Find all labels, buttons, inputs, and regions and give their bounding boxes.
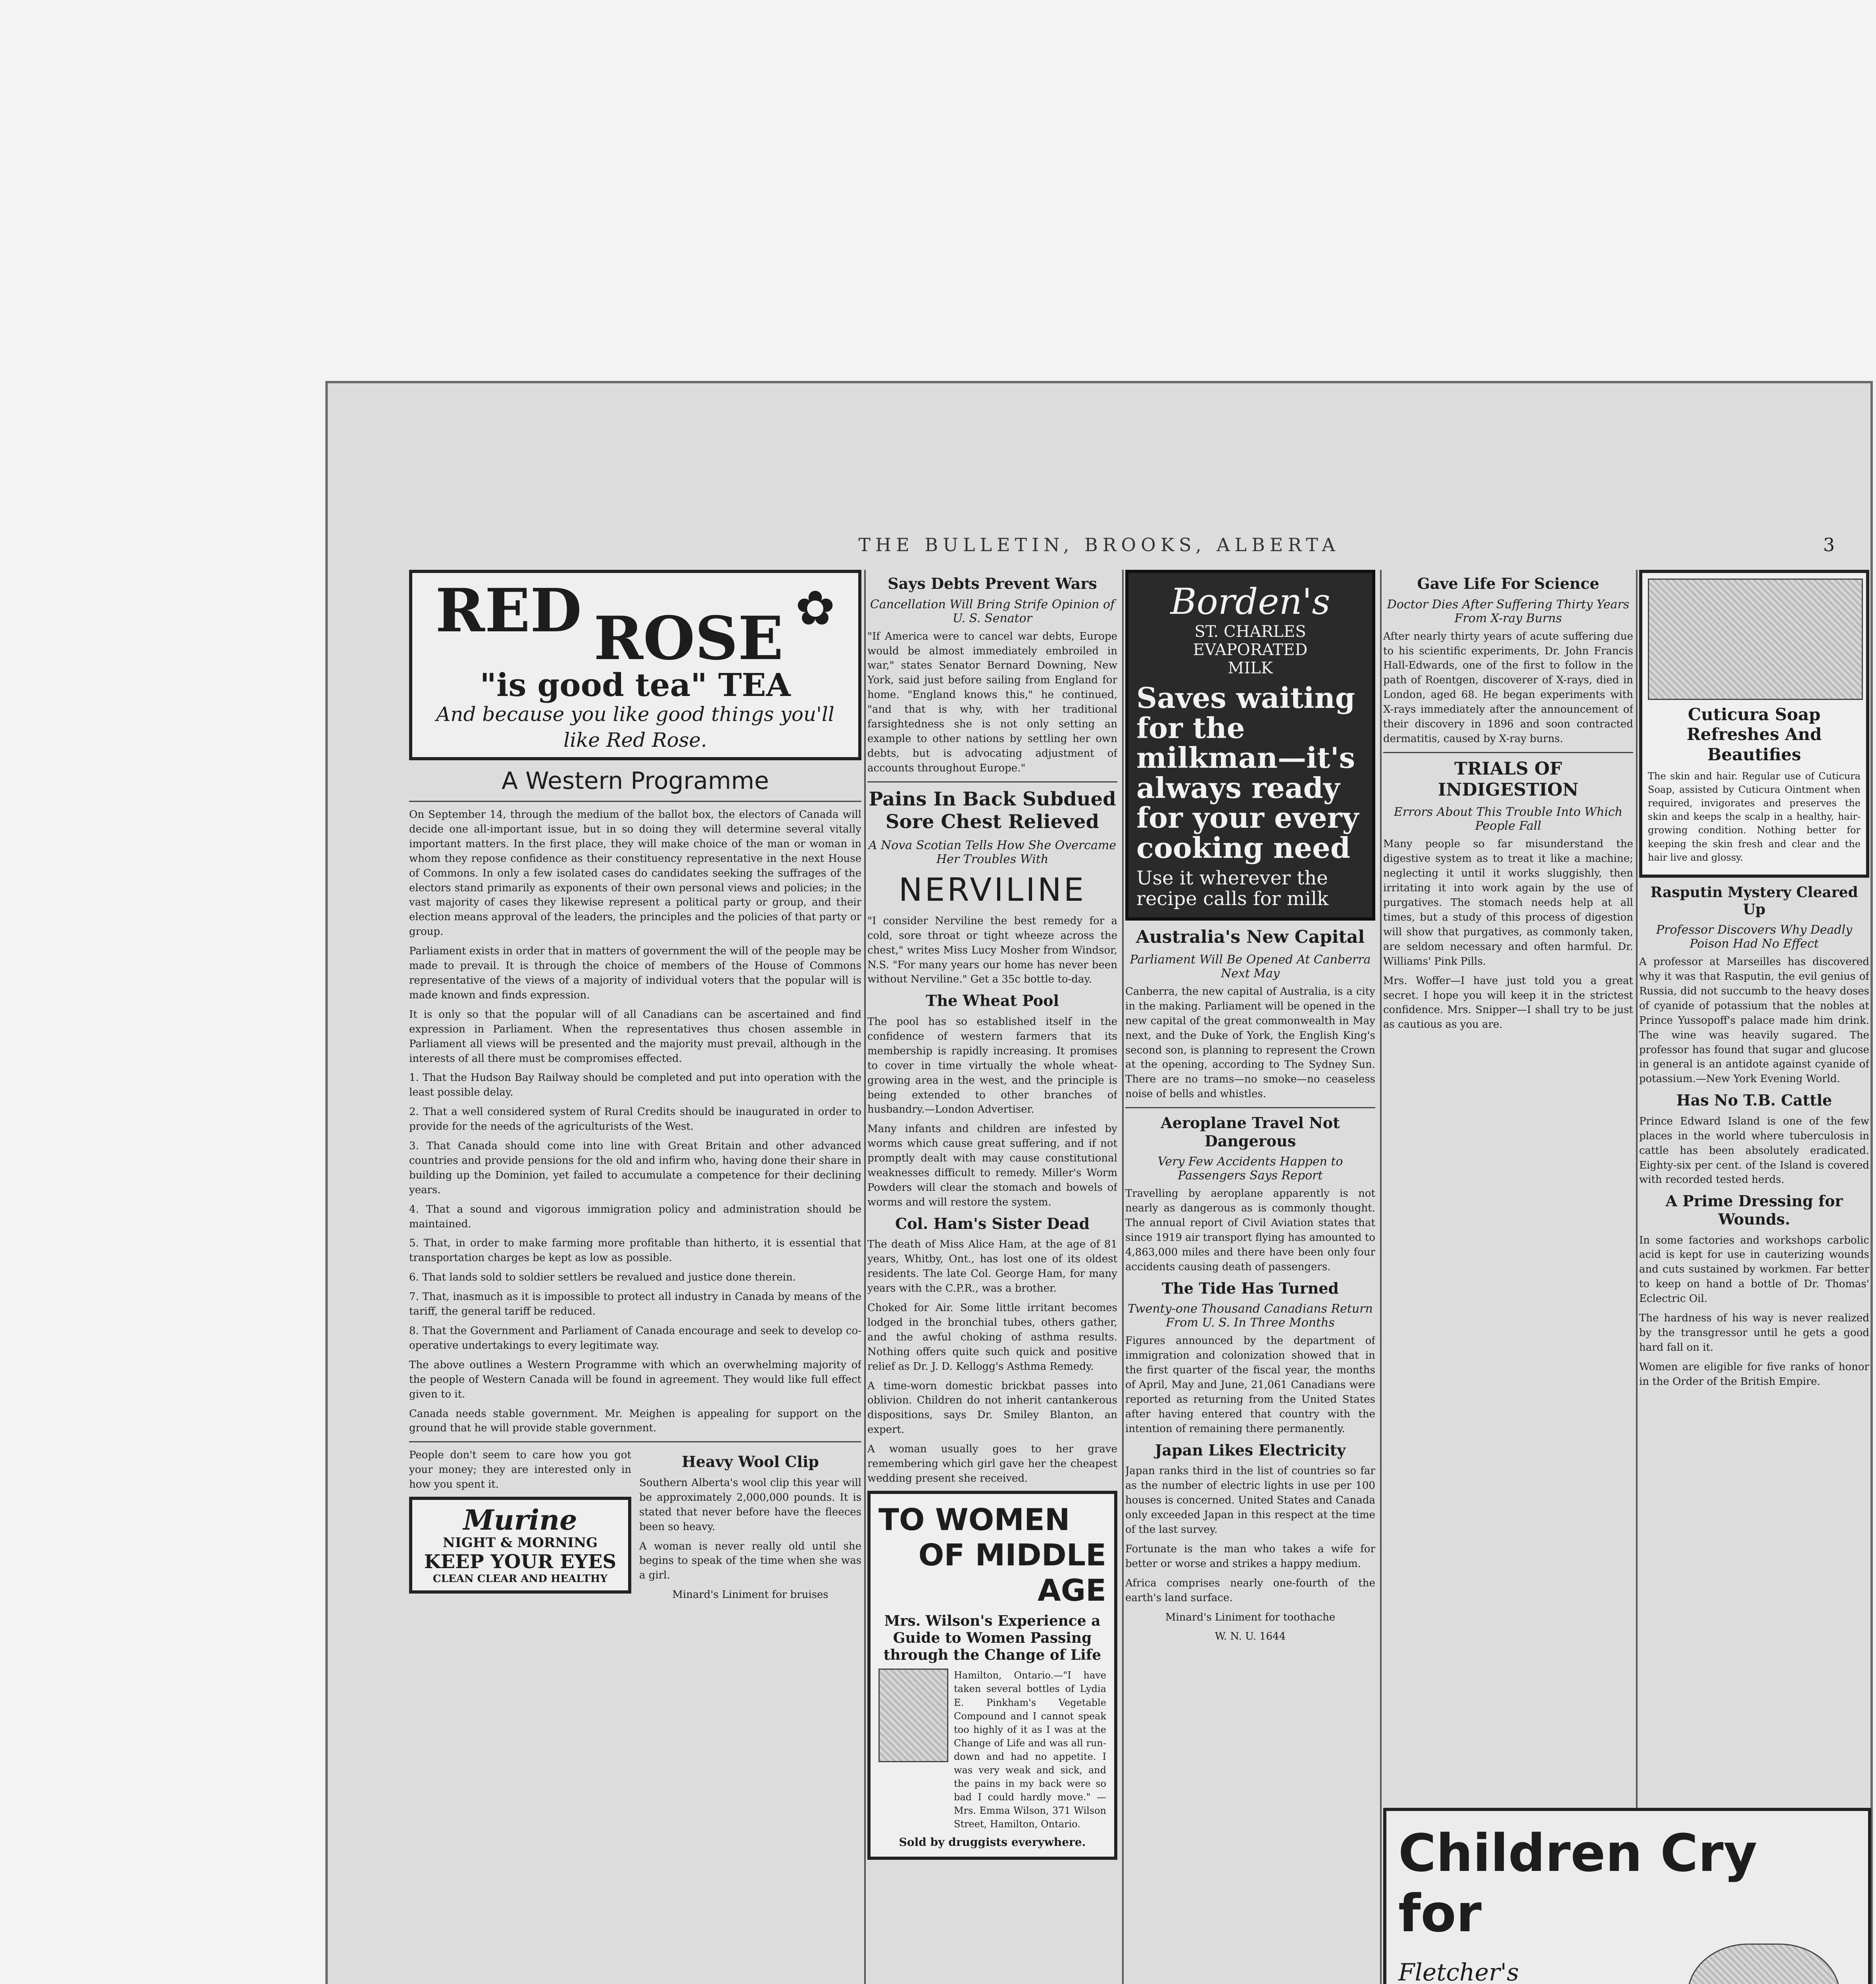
column-4 [1383, 570, 1633, 1984]
tb-head: Has No T.B. Cattle [1676, 1091, 1832, 1109]
divider [867, 781, 1117, 782]
women-body: Hamilton, Ontario.—"I have taken several bottles of Lydia E. Pinkham's Vegetable Compound and I cannot speak too highly of it as I was at the Change of Life and was all run-down and had no appetite. I was very weak and sick, and the pains in my back were so bad I could hardly move." —Mrs. Emma Wilson, 371 Wilson Street, Hamilton, Ontario. [954, 1670, 1106, 1830]
murine-ad [409, 1497, 631, 1594]
fortunate-note: Fortunate is the man who takes a wife for better or worse and strikes a happy medium. [1125, 1543, 1375, 1570]
redrose-line1: RED [435, 576, 582, 646]
wounds-body: In some factories and workshops carbolic acid is kept for use in cauterizing wounds and cuts sustained by workmen. Far better to keep on hand a bottle of Dr. Thomas' Eclectric Oil. [1639, 1234, 1869, 1305]
japan-body: Japan ranks third in the list of countries so far as the number of electric lights in use per 100 houses is concerned. United States and Canada only exceeded Japan in this respect at the time of the last survey. [1125, 1465, 1375, 1536]
tide-head: The Tide Has Turned [1162, 1279, 1339, 1297]
portrait-photo [878, 1669, 948, 1762]
castoria-ad [1383, 1808, 1871, 1984]
paragraph: Parliament exists in order that in matters of government the will of the people may be made to prevail. It is through the choice of members of the House of Commons representative of the views of a majority of individual voters that the popular will is made known and finds expression. [409, 945, 861, 1001]
red-rose-tea-ad [409, 570, 861, 760]
women-head: Mrs. Wilson's Experience a Guide to Women Passing through the Change of Life [883, 1612, 1101, 1664]
debts-head: Says Debts Prevent Wars [888, 575, 1097, 592]
newspaper-page [325, 381, 1873, 1984]
minards-note: Minard's Liniment for bruises [672, 1589, 828, 1601]
bordens-line3: MILK [1228, 659, 1273, 677]
tide-sub: Twenty-one Thousand Canadians Return From U. S. In Three Months [1128, 1302, 1373, 1330]
debts-sub: Cancellation Will Bring Strife Opinion of U. S. Senator [870, 597, 1115, 625]
wool-head: Heavy Wool Clip [682, 1453, 819, 1471]
small-note: People don't seem to care how you got your money; they are interested only in how you spent it. [409, 1449, 631, 1491]
debts-body: "If America were to cancel war debts, Europe would be almost immediately embroiled in war," states Senator Bernard Downing, New York, said just before sailing from England for home. "England knows this," he continued, "and that is why, with her traditional farsightedness she is not only setting an example to other nations by settling her own debts, but is advocating adjustment of accounts throughout Europe." [867, 630, 1117, 774]
hams-head: Col. Ham's Sister Dead [895, 1214, 1090, 1232]
wnu-code: W. N. U. 1644 [1215, 1630, 1286, 1643]
rasputin-head: Rasputin Mystery Cleared Up [1650, 884, 1858, 918]
minards-toothache: Minard's Liniment for toothache [1165, 1611, 1336, 1623]
bordens-brand: Borden's [1170, 581, 1330, 623]
aus-body: Canberra, the new capital of Australia, is a city in the making. Parliament will be opened in the new capital of the great commonwealth in May next, and the Duke of York, the English King's second son, is planning to represent the Crown at the opening, according to The Sydney Sun. There are no trams—no smoke—no ceaseless noise of bells and whistles. [1125, 985, 1375, 1100]
paragraph: 3. That Canada should come into line with Great Britain and other advanced countries and provide pensions for the old and infirm who, having done their share in building up the Dominion, yet failed to accumulate a competence for their declining years. [409, 1140, 861, 1196]
wool-body: Southern Alberta's wool clip this year will be approximately 2,000,000 pounds. It is stated that never before have the fleeces been so heavy. [639, 1476, 861, 1533]
life-sub: Doctor Dies After Suffering Thirty Years From X-ray Burns [1387, 597, 1630, 625]
divider [1125, 1107, 1375, 1108]
bordens-line2: EVAPORATED [1193, 641, 1308, 659]
rasputin-sub: Professor Discovers Why Deadly Poison Had No Effect [1656, 923, 1853, 951]
japan-head: Japan Likes Electricity [1155, 1441, 1346, 1459]
aus-sub: Parliament Will Be Opened At Canberra Next May [1130, 952, 1371, 980]
women-footer: Sold by druggists everywhere. [899, 1836, 1086, 1849]
column-rule [1636, 570, 1638, 1984]
cuticura-head: Cuticura Soap Refreshes And Beautifies [1686, 705, 1822, 764]
column-5 [1639, 570, 1869, 1984]
bordens-line1: ST. CHARLES [1194, 623, 1306, 641]
wounds-head: A Prime Dressing for Wounds. [1665, 1192, 1843, 1228]
redrose-tagline: And because you like good things you'll like Red Rose. [436, 703, 834, 752]
trials-body: Many people so far misunderstand the digestive system as to treat it like a machine; neglecting it until it works sluggishly, then irritating it into work again by the use of purgatives. The stomach needs help at all times, but a study of this process of digestion will show that purgatives, as commonly taken, are seldom necessary and often harmful. Dr. Williams' Pink Pills. [1383, 838, 1633, 967]
column-2 [867, 570, 1117, 1984]
women-title1: TO WOMEN [878, 1501, 1070, 1537]
hardness-note: The hardness of his way is never realized by the transgressor until he gets a good hard fall on it. [1639, 1312, 1869, 1353]
paragraph: 1. That the Hudson Bay Railway should be completed and put into operation with the least possible delay. [409, 1072, 861, 1099]
paragraph: 6. That lands sold to soldier settlers be revalued and justice done therein. [409, 1271, 796, 1284]
wheat-body: The pool has so established itself in the confidence of western farmers that its membership is rapidly increasing. It promises to cover in time virtually the whole wheat-growing area in the west, and the principle is being extended to other branches of husbandry.—London Advertiser. [867, 1015, 1117, 1116]
life-body: After nearly thirty years of acute suffering due to his scientific experiments, Dr. John Francis Hall-Edwards, one of the first to follow in the path of Roentgen, discoverer of X-rays, died in London, aged 68. He began experiments with X-rays immediately after the announcement of their discovery in 1896 and soon contracted dermatitis, caused by X-ray burns. [1383, 630, 1633, 745]
nerviline-title: NERVILINE [898, 871, 1086, 908]
pains-head: Pains In Back Subdued Sore Chest Relieved [869, 788, 1116, 833]
woman-note: A woman is never really old until she begins to speak of the time when she was a girl. [639, 1540, 861, 1582]
africa-note: Africa comprises nearly one-fourth of the earth's land surface. [1125, 1577, 1375, 1604]
article-title: A Western Programme [502, 767, 769, 795]
column-1 [409, 570, 861, 1984]
life-head: Gave Life For Science [1417, 575, 1599, 592]
paragraph: Canada needs stable government. Mr. Meighen is appealing for support on the ground that he will provide stable government. [409, 1407, 861, 1434]
pains-sub: A Nova Scotian Tells How She Overcame Her Troubles With [868, 838, 1117, 866]
women-title2: OF MIDDLE AGE [918, 1537, 1106, 1608]
rose-icon: ✿ [795, 581, 835, 636]
redrose-line2: ROSE [594, 604, 784, 673]
pains-body: "I consider Nerviline the best remedy for a cold, sore throat or tight wheeze across the chest," writes Miss Lucy Mosher from Windsor, N.S. "For many years our home has never been without Nerviline." Get a 35c bottle to-day. [867, 915, 1117, 986]
paragraph: 7. That, inasmuch as it is impossible to protect all industry in Canada by means of the tariff, the general tariff be reduced. [409, 1291, 861, 1318]
hams-body: The death of Miss Alice Ham, at the age of 81 years, Whitby, Ont., has lost one of its oldest residents. The late Col. George Ham, for many years with the C.P.R., was a brother. [867, 1238, 1117, 1295]
rasputin-body: A professor at Marseilles has discovered why it was that Rasputin, the evil genius of Russia, did not succumb to the heavy doses of cyanide of potassium that the nobles at Prince Yussopoff's palace made him drink. The wine was heavily sugared. The professor has found that sugar and glucose in general is an antidote against cyanide of potassium.—New York Evening World. [1639, 956, 1869, 1085]
paragraph: 2. That a well considered system of Rural Credits should be inaugurated in order to provide for the needs of the agriculturists of the West. [409, 1106, 861, 1133]
pinkham-ad [867, 1491, 1117, 1860]
column-rule [1122, 570, 1124, 1984]
castoria-title: Children Cry for [1398, 1823, 1757, 1944]
aero-head: Aeroplane Travel Not Dangerous [1161, 1114, 1340, 1150]
cuticura-body: The skin and hair. Regular use of Cuticura Soap, assisted by Cuticura Ointment when required, invigorates and preserves the skin and keeps the scalp in a healthy, hair-growing condition. Nothing better for keeping the skin fresh and clear and the hair live and glossy. [1648, 771, 1861, 863]
murine-line2: KEEP YOUR EYES [424, 1550, 617, 1573]
paragraph: On September 14, through the medium of the ballot box, the electors of Canada will decide one all-important issue, but in so doing they will determine several vitally important matters. In the first place, they will make choice of the man or woman in whom they repose confidence as their constituency representative in the next House of Commons. In only a few isolated cases do candidates seeking the suffrages of the electors stand primarily as exponents of their own personal views and policies; in the vast majority of cases they likewise represent a political party or group, and their election means approval of the leaders, the principles and the policies of that party or group. [409, 809, 861, 938]
woffer-note: Mrs. Woffer—I have just told you a great secret. I hope you will keep it in the strictest confidence. Mrs. Snipper—I shall try to be just as cautious as you are. [1383, 975, 1633, 1031]
paragraph: 5. That, in order to make farming more profitable than hitherto, it is essential that transportation charges be kept as low as possible. [409, 1237, 861, 1264]
tide-body: Figures announced by the department of immigration and colonization showed that in the first quarter of the fiscal year, the months of April, May and June, 21,061 Canadians were reported as returning from the United States after having entered that country with the intention of remaining there permanently. [1125, 1335, 1375, 1435]
empire-note: Women are eligible for five ranks of honor in the Order of the British Empire. [1639, 1361, 1869, 1388]
paragraph: 8. That the Government and Parliament of Canada encourage and seek to develop co-operative undertakings to every legitimate way. [409, 1325, 861, 1352]
fletchers-label: Fletcher's [1398, 1958, 1519, 1984]
page-number: 3 [1823, 534, 1835, 556]
masthead: THE BULLETIN, BROOKS, ALBERTA [858, 534, 1340, 556]
aero-body: Travelling by aeroplane apparently is not nearly as dangerous as is commonly thought. The annual report of Civil Aviation states that since 1919 air transport flying has amounted to 4,863,000 miles and there have been only four accidents causing death of passengers. [1125, 1188, 1375, 1273]
worms-body: Many infants and children are infested by worms which cause great suffering, and if not promptly dealt with may cause constitutional weaknesses difficult to remedy. Miller's Worm Powders will clear the stomach and bowels of worms and will restore the system. [867, 1123, 1117, 1208]
cuticura-ad [1639, 570, 1869, 878]
aero-sub: Very Few Accidents Happen to Passengers Says Report [1157, 1155, 1343, 1183]
bordens-use: Use it wherever the recipe calls for milk [1136, 867, 1329, 910]
baby-illustration [1687, 1944, 1840, 1984]
divider [409, 1441, 861, 1442]
paragraph: It is only so that the popular will of all Canadians can be ascertained and find expression in Parliament. When the representatives thus chosen assemble in Parliament all views will be presented and the majority must prevail, although in the interests of all there must be compromises effected. [409, 1008, 861, 1065]
divider [1383, 752, 1633, 753]
trials-head: TRIALS OF INDIGESTION [1438, 758, 1579, 800]
paragraph: 4. That a sound and vigorous immigration policy and administration should be maintained. [409, 1203, 861, 1230]
murine-line1: NIGHT & MORNING [442, 1534, 598, 1551]
paragraph: The above outlines a Western Programme with which an overwhelming majority of the people of Western Canada will be found in agreement. They would like full effect given to it. [409, 1359, 861, 1400]
column-3 [1125, 570, 1375, 1984]
murine-brand: Murine [463, 1503, 577, 1537]
murine-line3: CLEAN CLEAR AND HEALTHY [432, 1573, 608, 1585]
bordens-slogan: Saves waiting for the milkman—it's always ready for your every cooking need [1136, 681, 1359, 865]
redrose-line3: "is good tea" TEA [480, 666, 791, 704]
wheat-head: The Wheat Pool [926, 992, 1059, 1010]
bordens-ad [1125, 570, 1375, 921]
trials-sub: Errors About This Trouble Into Which People Fall [1394, 805, 1623, 833]
choked-body: Choked for Air. Some little irritant becomes lodged in the bronchial tubes, others gather, and the awful choking of asthma results. Nothing offers quite such quick and positive relief as Dr. J. D. Kellogg's Asthma Remedy. [867, 1302, 1117, 1373]
aus-head: Australia's New Capital [1136, 927, 1365, 948]
woman-portrait [1648, 579, 1863, 700]
woman-body: A woman usually goes to her grave remembering which girl gave her the cheapest wedding present she received. [867, 1443, 1117, 1484]
hammer-body: A time-worn domestic brickbat passes into oblivion. Children do not inherit cantankerous dispositions, says Dr. Smiley Blanton, an expert. [867, 1380, 1117, 1436]
divider [409, 801, 861, 802]
column-rule [1380, 570, 1382, 1984]
column-rule [864, 570, 866, 1984]
tb-body: Prince Edward Island is one of the few places in the world where tuberculosis in cattle has been absolutely eradicated. Eighty-six per cent. of the Island is covered with recorded tested herds. [1639, 1115, 1869, 1186]
